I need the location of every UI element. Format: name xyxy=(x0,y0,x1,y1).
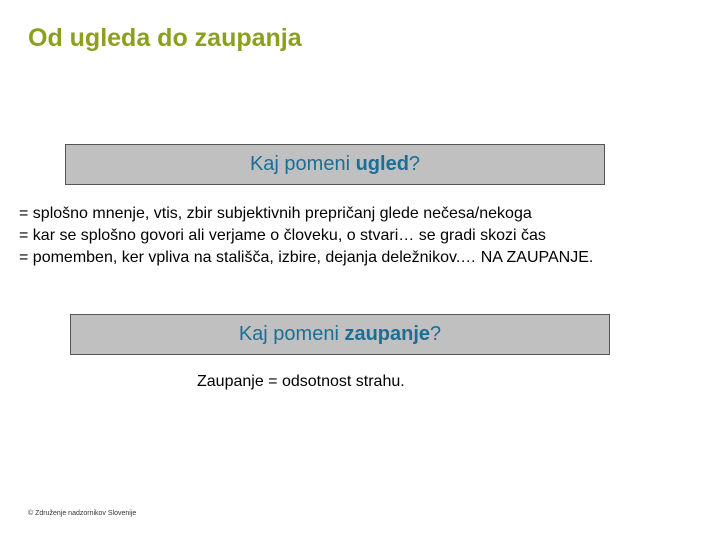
definition-line: = pomemben, ker vpliva na stališča, izbire, dejanja deležnikov.… NA ZAUPANJE. xyxy=(19,249,594,266)
question-prefix: Kaj pomeni xyxy=(238,323,339,345)
question-box-zaupanje xyxy=(70,314,610,355)
definition-list xyxy=(19,203,593,269)
definition-line: = splošno mnenje, vtis, zbir subjektivnih prepričanj glede nečesa/nekoga xyxy=(19,205,532,222)
answer-text: Zaupanje = odsotnost strahu. xyxy=(197,373,405,390)
slide-title: Od ugleda do zaupanja xyxy=(28,24,302,52)
copyright-footer: © Združenje nadzornikov Slovenije xyxy=(28,510,137,517)
question-prefix: Kaj pomeni xyxy=(249,153,351,175)
definition-line: = kar se splošno govori ali verjame o človeku, o stvari… se gradi skozi čas xyxy=(19,227,546,244)
question-box-ugled xyxy=(65,144,605,185)
question-suffix: ? xyxy=(430,323,442,345)
question-suffix: ? xyxy=(408,153,421,175)
question-keyword: ugled xyxy=(355,153,409,175)
question-keyword: zaupanje xyxy=(344,323,431,345)
